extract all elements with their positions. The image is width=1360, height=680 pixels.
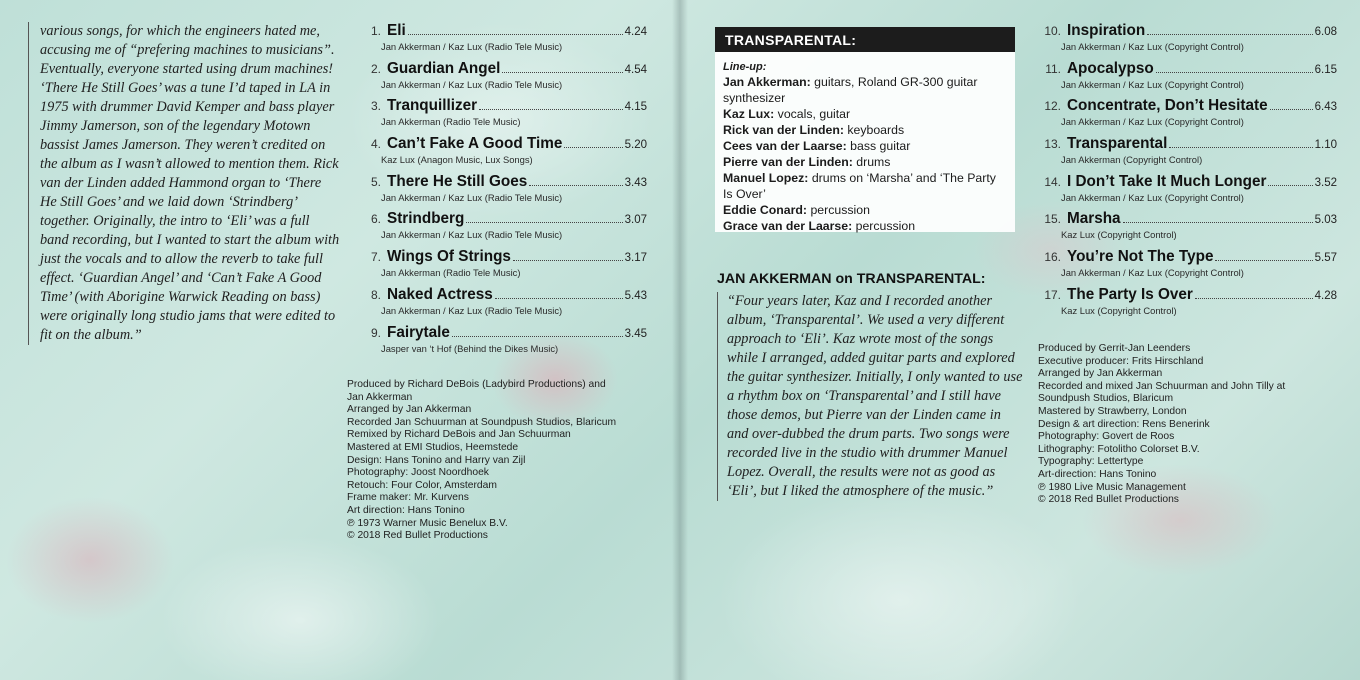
track-line [1037,97,1337,115]
track-number: 14. [1044,174,1061,189]
track-item [357,248,647,286]
track-leader-dots [1147,34,1312,35]
member-name: Kaz Lux: [723,107,775,121]
member-role: percussion [852,219,916,233]
credit-line: Art-direction: Hans Tonino [1038,468,1157,480]
track-number: 8. [370,287,381,302]
track-number: 7. [370,250,381,265]
track-line [357,210,647,228]
credit-line: Produced by Gerrit-Jan Leenders [1038,343,1191,354]
track-leader-dots [466,222,622,223]
track-number: 11. [1045,61,1061,76]
credit-line: Mastered at EMI Studios, Heemstede [347,441,519,453]
track-duration: 1.10 [1314,139,1337,152]
track-item [1037,135,1337,173]
track-credit: Kaz Lux (Copyright Control) [1061,304,1177,316]
member-role: percussion [807,203,870,217]
track-item [1037,60,1337,98]
member-role: vocals, guitar [774,107,851,121]
track-credit: Jan Akkerman (Radio Tele Music) [381,116,521,128]
member-name: Manuel Lopez: [723,171,809,185]
track-line [357,173,647,191]
track-leader-dots [1156,72,1313,73]
track-line [1037,248,1337,266]
credit-line: Lithography: Fotolitho Colorset B.V. [1038,443,1200,455]
track-line [357,248,647,266]
track-number: 13. [1044,137,1061,152]
track-item [1037,22,1337,60]
credit-line: © 2018 Red Bullet Productions [1038,494,1179,506]
track-title: Transparental [1067,135,1168,153]
track-duration: 4.15 [624,101,647,114]
track-leader-dots [502,72,622,73]
track-credit: Jan Akkerman / Kaz Lux (Copyright Control) [1061,191,1244,203]
credit-line: Typography: Lettertype [1038,456,1144,468]
track-duration: 4.24 [624,26,647,38]
eli-quote-text: various songs, for which the engineers hated me, accusing me of “prefering machines to musicians”. Eventually, everyone started using drum machines! ‘There He Still Goes’ was a tune I’d taped in LA in 1975 with drummer David Kemper and bass player Jimmy Jamerson, son of the legendary Motown bassist James Jamerson. They weren’t credited on the album as I wasn’t allowed to mention them. Rick van der Linden added Hammond organ to ‘There He Still Goes’ and we laid down ‘Strindberg’ together. Originally, the intro to ‘Eli’ was a full band recording, but I wanted to start the album with just the vocals and to allow the reverb to take full effect. ‘Guardian Angel’ and ‘Can’t Fake A Good Time’ (with Aborigine Warwick Reading on bass) were originally long studio jams that were edited to fit on the album.” [40,23,340,343]
track-title: Guardian Angel [387,59,501,77]
eli-credits [347,379,647,543]
track-number: 17. [1044,287,1061,302]
lineup-member [723,170,1007,202]
member-name: Grace van der Laarse: [723,219,853,233]
track-item [1037,210,1337,248]
track-line [1037,286,1337,304]
credit-line: Executive producer: Frits Hirschland [1038,355,1204,367]
member-role: drums [852,155,891,169]
track-title: Tranquillizer [387,97,478,115]
track-duration: 6.15 [1314,63,1337,76]
track-leader-dots [1123,222,1313,223]
track-leader-dots [529,185,622,186]
track-line [357,60,647,78]
credit-line: Recorded and mixed Jan Schuurman and John Tilly at [1038,380,1286,392]
track-credit: Jan Akkerman (Radio Tele Music) [381,267,521,279]
track-item [357,60,647,98]
track-number: 12. [1044,99,1061,114]
track-leader-dots [1215,260,1312,261]
track-number: 15. [1044,212,1061,227]
credit-line: Recorded Jan Schuurman at Soundpush Studios, Blaricum [347,416,617,428]
track-duration: 5.03 [1314,214,1337,227]
transparental-quote-heading: JAN AKKERMAN on TRANSPARENTAL: [717,271,986,287]
credit-line: Arranged by Jan Akkerman [347,404,472,416]
track-item [357,286,647,324]
track-credit: Kaz Lux (Copyright Control) [1061,229,1177,241]
member-role: bass guitar [846,139,911,153]
member-role: drums on ‘Marsha’ and ‘The Party Is Over’ [723,171,996,201]
right-page [680,0,1360,680]
credit-line: Retouch: Four Color, Amsterdam [347,479,497,491]
track-number: 3. [370,99,381,114]
track-credit: Jan Akkerman / Kaz Lux (Radio Tele Music) [381,78,563,90]
track-credit: Kaz Lux (Anagon Music, Lux Songs) [381,154,533,166]
lineup-member [723,154,1007,170]
track-leader-dots [495,298,623,299]
track-credit: Jasper van ‘t Hof (Behind the Dikes Music) [381,342,559,354]
eli-tracklist [357,22,647,361]
track-title: Concentrate, Don’t Hesitate [1067,97,1268,115]
track-line [357,135,647,153]
track-line [357,22,647,40]
credit-line: Frame maker: Mr. Kurvens [347,492,469,504]
track-leader-dots [1169,147,1312,148]
eli-quote [28,22,340,345]
member-name: Jan Akkerman: [723,75,811,89]
track-credit: Jan Akkerman (Copyright Control) [1061,154,1203,166]
credit-line: Arranged by Jan Akkerman [1038,368,1163,380]
track-leader-dots [1268,185,1312,186]
track-duration: 3.45 [624,327,647,340]
track-leader-dots [513,260,623,261]
track-item [1037,173,1337,211]
credit-line: Photography: Govert de Roos [1038,431,1175,443]
track-line [1037,173,1337,191]
track-leader-dots [1195,298,1313,299]
track-leader-dots [564,147,622,148]
credit-line: Art direction: Hans Tonino [347,504,465,516]
track-item [357,324,647,362]
track-title: Can’t Fake A Good Time [387,135,563,153]
track-credit: Jan Akkerman / Kaz Lux (Radio Tele Music) [381,229,563,241]
track-leader-dots [479,109,623,110]
credit-line: ℗ 1973 Warner Music Benelux B.V. [347,517,508,529]
track-number: 16. [1044,250,1061,265]
track-title: Inspiration [1067,22,1146,39]
credit-line: Soundpush Studios, Blaricum [1038,393,1174,405]
track-item [1037,248,1337,286]
track-duration: 3.07 [624,214,647,227]
member-name: Eddie Conard: [723,203,808,217]
track-line [357,286,647,304]
credit-line: Design: Hans Tonino and Harry van Zijl [347,454,526,466]
credit-line: Mastered by Strawberry, London [1038,405,1187,417]
transparental-quote-text: “Four years later, Kaz and I recorded another album, ‘Transparental’. We used a very different approach to ‘Eli’. Kaz wrote most of the songs while I arranged, added guitar parts and explored the guitar synthesizer. Initially, I only wanted to use a rhythm box on ‘Transparental’ and I still have those demos, but Pierre van der Linden came in and over-dubbed the drum parts. Two songs were recorded live in the studio with drummer Manuel Lopez. Overall, the results were not as good as ‘Eli’, but I liked the atmosphere of the music.” [727,293,1023,499]
lineup-member [723,74,1007,106]
track-title: You’re Not The Type [1067,248,1214,266]
track-item [1037,286,1337,324]
track-duration: 6.08 [1314,26,1337,38]
track-title: Wings Of Strings [387,248,511,266]
track-title: Fairytale [387,323,450,341]
credit-line: Produced by Richard DeBois (Ladybird Productions) and [347,379,606,390]
track-duration: 5.20 [624,139,647,152]
track-number: 5. [370,174,381,189]
member-name: Cees van der Laarse: [723,139,847,153]
track-credit: Jan Akkerman / Kaz Lux (Radio Tele Music) [381,304,563,316]
track-line [1037,135,1337,153]
track-credit: Jan Akkerman / Kaz Lux (Copyright Control) [1061,267,1244,279]
credit-line: Remixed by Richard DeBois and Jan Schuurman [347,429,571,441]
track-number: 4. [370,137,381,152]
track-item [357,97,647,135]
lineup-list [723,74,1007,234]
track-item [357,135,647,173]
credit-line: © 2018 Red Bullet Productions [347,530,488,542]
credit-line: ℗ 1980 Live Music Management [1038,481,1186,493]
track-item [1037,97,1337,135]
member-role: keyboards [843,123,905,137]
track-line [357,324,647,342]
transparental-quote [717,292,1025,501]
lineup-body [715,52,1015,232]
lineup-member [723,106,1007,122]
track-title: Strindberg [387,210,465,228]
track-duration: 5.57 [1314,252,1337,265]
track-credit: Jan Akkerman / Kaz Lux (Radio Tele Music) [381,41,563,52]
track-leader-dots [1270,109,1313,110]
track-leader-dots [408,34,623,35]
track-line [1037,22,1337,40]
track-item [357,210,647,248]
credit-line: Jan Akkerman [347,391,413,403]
track-line [357,97,647,115]
lineup-member [723,202,1007,218]
track-title: Naked Actress [387,285,493,303]
track-number: 10. [1044,24,1061,38]
track-credit: Jan Akkerman / Kaz Lux (Copyright Control) [1061,78,1244,90]
track-duration: 3.52 [1314,176,1337,189]
lineup-member [723,138,1007,154]
credit-line: Photography: Joost Noordhoek [347,467,489,479]
transparental-tracklist [1037,22,1337,324]
track-leader-dots [452,336,623,337]
lineup-member [723,218,1007,234]
track-item [357,173,647,211]
transparental-lineup-box [715,27,1015,232]
credit-line: Design & art direction: Rens Benerink [1038,418,1210,430]
track-title: Apocalypso [1067,59,1154,77]
track-credit: Jan Akkerman / Kaz Lux (Copyright Control) [1061,116,1244,128]
member-name: Rick van der Linden: [723,123,844,137]
track-title: There He Still Goes [387,172,528,190]
lineup-label: Line-up: [723,61,767,73]
track-duration: 4.54 [624,63,647,76]
track-duration: 6.43 [1314,101,1337,114]
member-role: guitars, Roland GR-300 guitar synthesizer [723,75,978,105]
track-duration: 4.28 [1314,289,1337,302]
track-number: 9. [370,325,381,340]
track-duration: 3.17 [624,252,647,265]
lineup-title: TRANSPARENTAL: [715,27,1015,52]
track-duration: 5.43 [624,289,647,302]
track-number: 1. [370,24,381,38]
track-number: 2. [370,61,381,76]
track-line [1037,60,1337,78]
track-title: The Party Is Over [1067,285,1193,303]
track-duration: 3.43 [624,176,647,189]
track-credit: Jan Akkerman / Kaz Lux (Copyright Control) [1061,41,1244,52]
track-item [357,22,647,60]
track-title: Marsha [1067,210,1121,228]
track-title: I Don’t Take It Much Longer [1067,172,1267,190]
transparental-credits [1038,343,1338,507]
track-number: 6. [370,212,381,227]
lineup-member [723,122,1007,138]
member-name: Pierre van der Linden: [723,155,853,169]
track-line [1037,210,1337,228]
track-credit: Jan Akkerman / Kaz Lux (Radio Tele Music) [381,191,563,203]
track-title: Eli [387,22,406,39]
